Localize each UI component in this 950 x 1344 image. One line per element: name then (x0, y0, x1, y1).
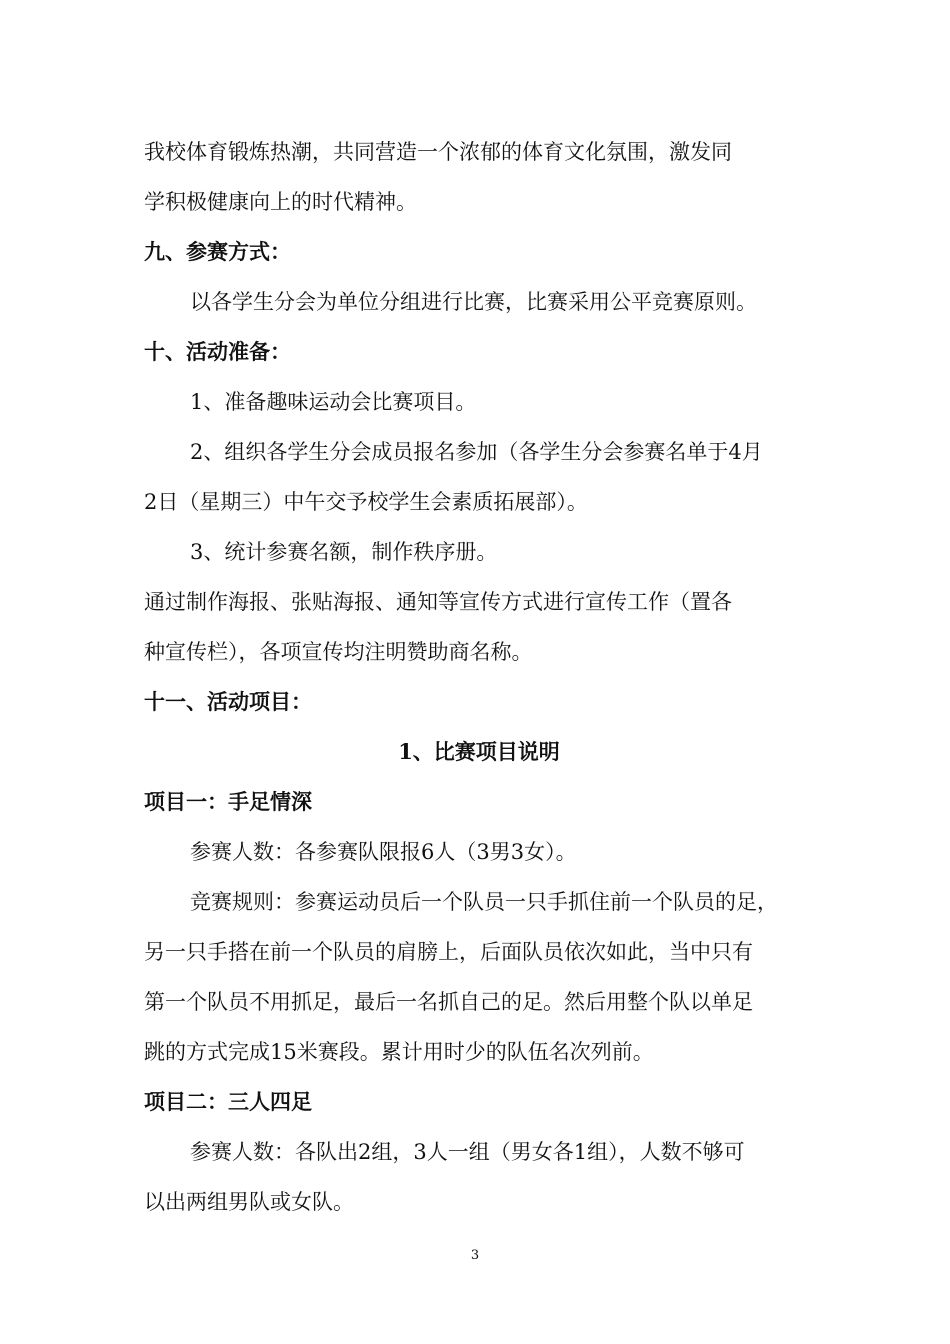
section-heading-10: 十、活动准备： (144, 339, 291, 364)
paragraph-line: 跳的方式完成15米赛段。累计用时少的队伍名次列前。 (144, 1040, 654, 1064)
paragraph-line: 第一个队员不用抓足，最后一名抓自己的足。然后用整个队以单足 (144, 990, 753, 1014)
subsection-title: 1、比赛项目说明 (398, 739, 560, 764)
item-heading-2: 项目二：三人四足 (144, 1089, 312, 1114)
list-item: 2、组织各学生分会成员报名参加（各学生分会参赛名单于4月 (190, 440, 763, 464)
item-heading-1: 项目一：手足情深 (144, 789, 312, 814)
paragraph-line: 我校体育锻炼热潮，共同营造一个浓郁的体育文化氛围，激发同 (144, 140, 732, 164)
paragraph-line: 通过制作海报、张贴海报、通知等宣传方式进行宣传工作（置各 (144, 590, 732, 614)
section-heading-9: 九、参赛方式： (144, 239, 291, 264)
paragraph-line: 参赛人数：各参赛队限报6人（3男3女）。 (190, 840, 577, 864)
paragraph-line: 竞赛规则：参赛运动员后一个队员一只手抓住前一个队员的足， (190, 890, 778, 914)
paragraph-line: 以各学生分会为单位分组进行比赛，比赛采用公平竞赛原则。 (190, 290, 757, 314)
paragraph-line: 学积极健康向上的时代精神。 (144, 190, 417, 214)
section-heading-11: 十一、活动项目： (144, 689, 312, 714)
page-number: 3 (470, 1248, 480, 1263)
paragraph-line: 以出两组男队或女队。 (144, 1190, 354, 1214)
paragraph-line: 种宣传栏），各项宣传均注明赞助商名称。 (144, 640, 533, 664)
paragraph-line: 2日（星期三）中午交予校学生会素质拓展部）。 (144, 490, 588, 514)
list-item: 1、准备趣味运动会比赛项目。 (190, 390, 477, 414)
paragraph-line: 另一只手搭在前一个队员的肩膀上，后面队员依次如此，当中只有 (144, 940, 753, 964)
paragraph-line: 参赛人数：各队出2组，3人一组（男女各1组），人数不够可 (190, 1140, 745, 1164)
list-item: 3、统计参赛名额，制作秩序册。 (190, 540, 498, 564)
